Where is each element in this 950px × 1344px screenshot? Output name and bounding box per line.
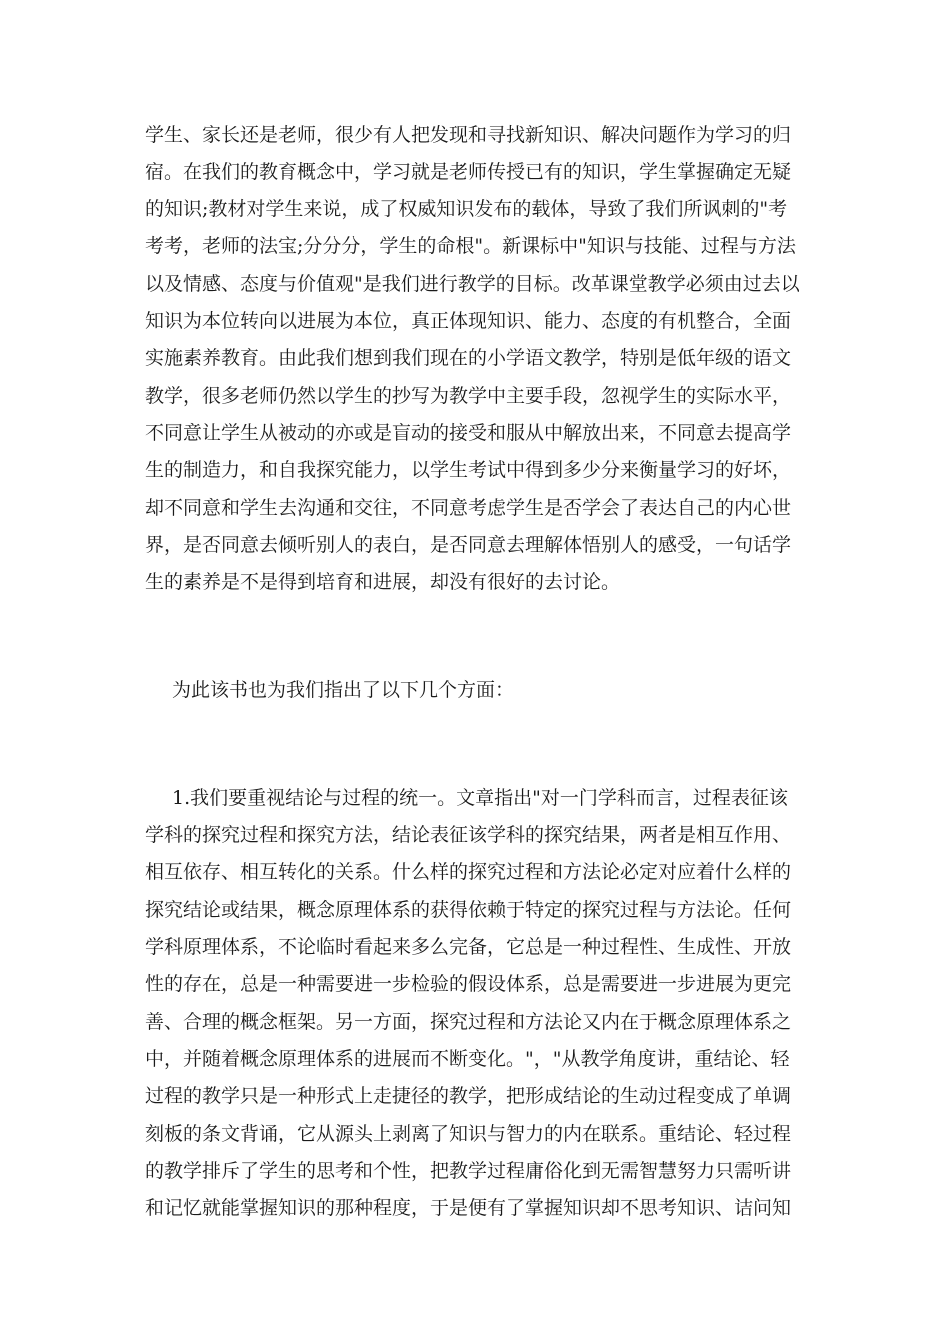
text-line: 过程的教学只是一种形式上走捷径的教学，把形成结论的生动过程变成了单调 (145, 1085, 792, 1107)
text-line: 中，并随着概念原理体系的进展而不断变化。"，"从教学角度讲，重结论、轻 (145, 1048, 790, 1070)
text-line: 教学，很多老师仍然以学生的抄写为教学中主要手段，忽视学生的实际水平， (145, 385, 792, 407)
text-line: 学科原理体系，不论临时看起来多么完备，它总是一种过程性、生成性、开放 (145, 936, 792, 958)
text-line: 1.我们要重视结论与过程的统一。文章指出"对一门学科而言，过程表征该 (172, 787, 788, 809)
text-line: 知识为本位转向以进展为本位，真正体现知识、能力、态度的有机整合，全面 (145, 310, 792, 332)
text-line: 刻板的条文背诵，它从源头上剥离了知识与智力的内在联系。重结论、轻过程 (145, 1123, 792, 1145)
text-line: 考考，老师的法宝;分分分，学生的命根"。新课标中"知识与技能、过程与方法 (145, 235, 796, 257)
text-line: 界，是否同意去倾听别人的表白，是否同意去理解体悟别人的感受，一句话学 (145, 534, 792, 556)
text-line: 生的素养是不是得到培育和进展，却没有很好的去讨论。 (145, 571, 621, 593)
text-line: 和记忆就能掌握知识的那种程度，于是便有了掌握知识却不思考知识、诘问知 (145, 1197, 792, 1219)
text-line: 学科的探究过程和探究方法，结论表征该学科的探究结果，两者是相互作用、 (145, 824, 792, 846)
text-line: 的知识;教材对学生来说，成了权威知识发布的载体，导致了我们所讽刺的"考 (145, 198, 788, 220)
text-line: 相互依存、相互转化的关系。什么样的探究过程和方法论必定对应着什么样的 (145, 861, 792, 883)
text-line: 实施素养教育。由此我们想到我们现在的小学语文教学，特别是低年级的语文 (145, 347, 792, 369)
text-line: 学生、家长还是老师，很少有人把发现和寻找新知识、解决问题作为学习的归 (145, 124, 792, 146)
text-line: 为此该书也为我们指出了以下几个方面： (172, 679, 515, 701)
text-line: 却不同意和学生去沟通和交往，不同意考虑学生是否学会了表达自己的内心世 (145, 497, 792, 519)
text-line: 以及情感、态度与价值观"是我们进行教学的目标。改革课堂教学必须由过去以 (145, 273, 800, 295)
text-line: 宿。在我们的教育概念中，学习就是老师传授已有的知识，学生掌握确定无疑 (145, 161, 792, 183)
text-line: 探究结论或结果，概念原理体系的获得依赖于特定的探究过程与方法论。任何 (145, 899, 792, 921)
text-line: 性的存在，总是一种需要进一步检验的假设体系，总是需要进一步进展为更完 (145, 973, 792, 995)
text-line: 善、合理的概念框架。另一方面，探究过程和方法论又内在于概念原理体系之 (145, 1011, 792, 1033)
text-line: 不同意让学生从被动的亦或是盲动的接受和服从中解放出来，不同意去提高学 (145, 422, 792, 444)
text-line: 的教学排斥了学生的思考和个性，把教学过程庸俗化到无需智慧努力只需听讲 (145, 1160, 792, 1182)
text-line: 生的制造力，和自我探究能力，以学生考试中得到多少分来衡量学习的好坏， (145, 459, 792, 481)
